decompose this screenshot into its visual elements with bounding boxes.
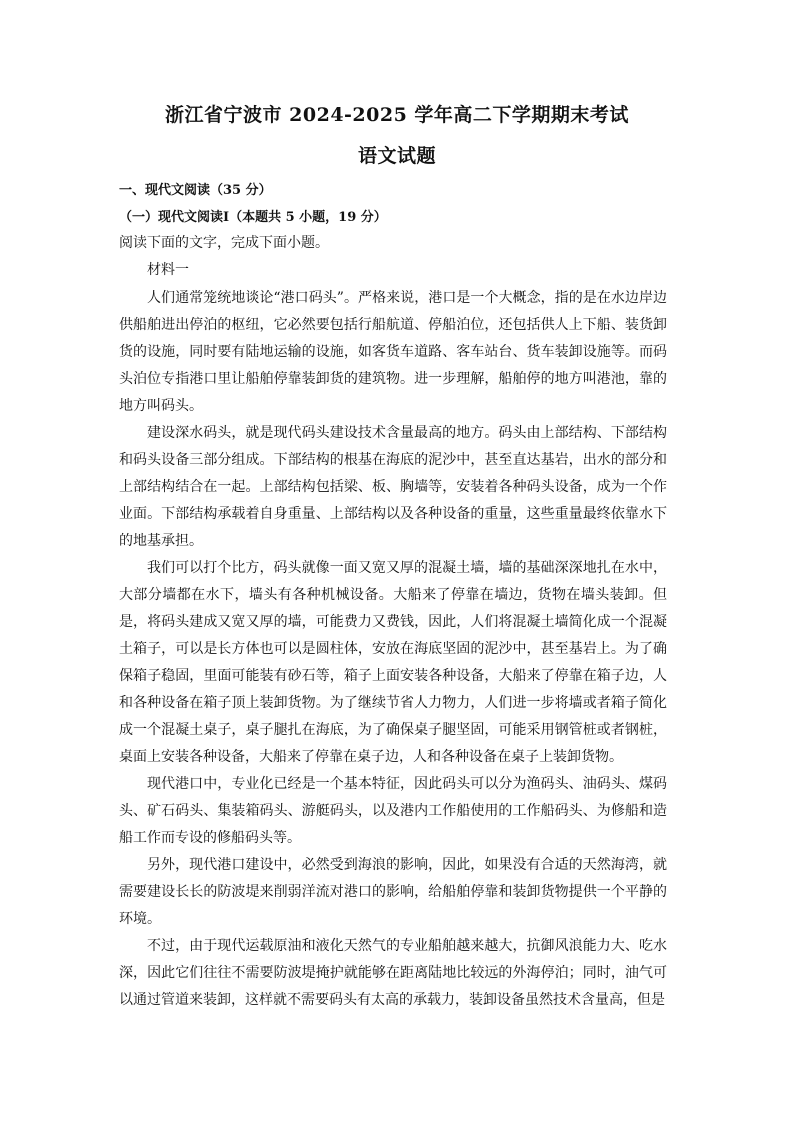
section-heading: 一、现代文阅读（35 分） <box>119 183 272 198</box>
subsection-heading: （一）现代文阅读Ⅰ（本题共 5 小题，19 分） <box>119 210 387 225</box>
passage-paragraph: 不过，由于现代运载原油和液化天然气的专业船舶越来越大，抗御风浪能力大、吃水深，因此它们往往不需要防波堤掩护就能够在距离陆地比较远的外海停泊；同时，油气可以通过管道来装卸，这样就不需要码头有太高的承载力，装卸设备虽然技术含量高，但是 <box>119 938 667 1008</box>
passage-paragraph: 另外，现代港口建设中，必然受到海浪的影响，因此，如果没有合适的天然海湾，就需要建设长长的防波堤来削弱洋流对港口的影响，给船舶停靠和装卸货物提供一个平静的环境。 <box>119 857 667 927</box>
passage-paragraph: 现代港口中，专业化已经是一个基本特征，因此码头可以分为渔码头、油码头、煤码头、矿石码头、集装箱码头、游艇码头，以及港内工作船使用的工作船码头、为修船和造船工作而专设的修船码头等。 <box>119 776 667 846</box>
passage-paragraph: 建设深水码头，就是现代码头建设技术含量最高的地方。码头由上部结构、下部结构和码头设备三部分组成。下部结构的根基在海底的泥沙中，甚至直达基岩，出水的部分和上部结构结合在一起。上部结构包括梁、板、胸墙等，安装着各种码头设备，成为一个作业面。下部结构承载着自身重量、上部结构以及各种设备的重量，这些重量最终依靠水下的地基承担。 <box>119 425 667 549</box>
instruction-text: 阅读下面的文字，完成下面小题。 <box>119 235 329 251</box>
passage-paragraph: 人们通常笼统地谈论“港口码头”。严格来说，港口是一个大概念，指的是在水边岸边供船舶进出停泊的枢纽，它必然要包括行船航道、停船泊位，还包括供人上下船、装货卸货的设施，同时要有陆地运输的设施，如客货车道路、客车站台、货车装卸设施等。而码头泊位专指港口里让船舶停靠装卸货的建筑物。进一步理解，船舶停的地方叫港池，靠的地方叫码头。 <box>119 290 667 414</box>
page-title: 浙江省宁波市 2024-2025 学年高二下学期期末考试 <box>165 104 629 126</box>
material-label: 材料一 <box>147 262 189 278</box>
page-subtitle: 语文试题 <box>357 145 436 167</box>
passage-body <box>119 285 667 1014</box>
passage-paragraph: 我们可以打个比方，码头就像一面又宽又厚的混凝土墙，墙的基础深深地扎在水中，大部分墙都在水下，墙头有各种机械设备。大船来了停靠在墙边，货物在墙头装卸。但是，将码头建成又宽又厚的墙，可能费力又费钱，因此，人们将混凝土墙简化成一个混凝土箱子，可以是长方体也可以是圆柱体，安放在海底坚固的泥沙中，甚至基岩上。为了确保箱子稳固，里面可能装有砂石等，箱子上面安装各种设备，大船来了停靠在箱子边，人和各种设备在箱子顶上装卸货物。为了继续节省人力物力，人们进一步将墙或者箱子简化成一个混凝土桌子，桌子腿扎在海底，为了确保桌子腿坚固，可能采用钢管桩或者钢桩，桌面上安装各种设备，大船来了停靠在桌子边，人和各种设备在桌子上装卸货物。 <box>119 560 667 765</box>
